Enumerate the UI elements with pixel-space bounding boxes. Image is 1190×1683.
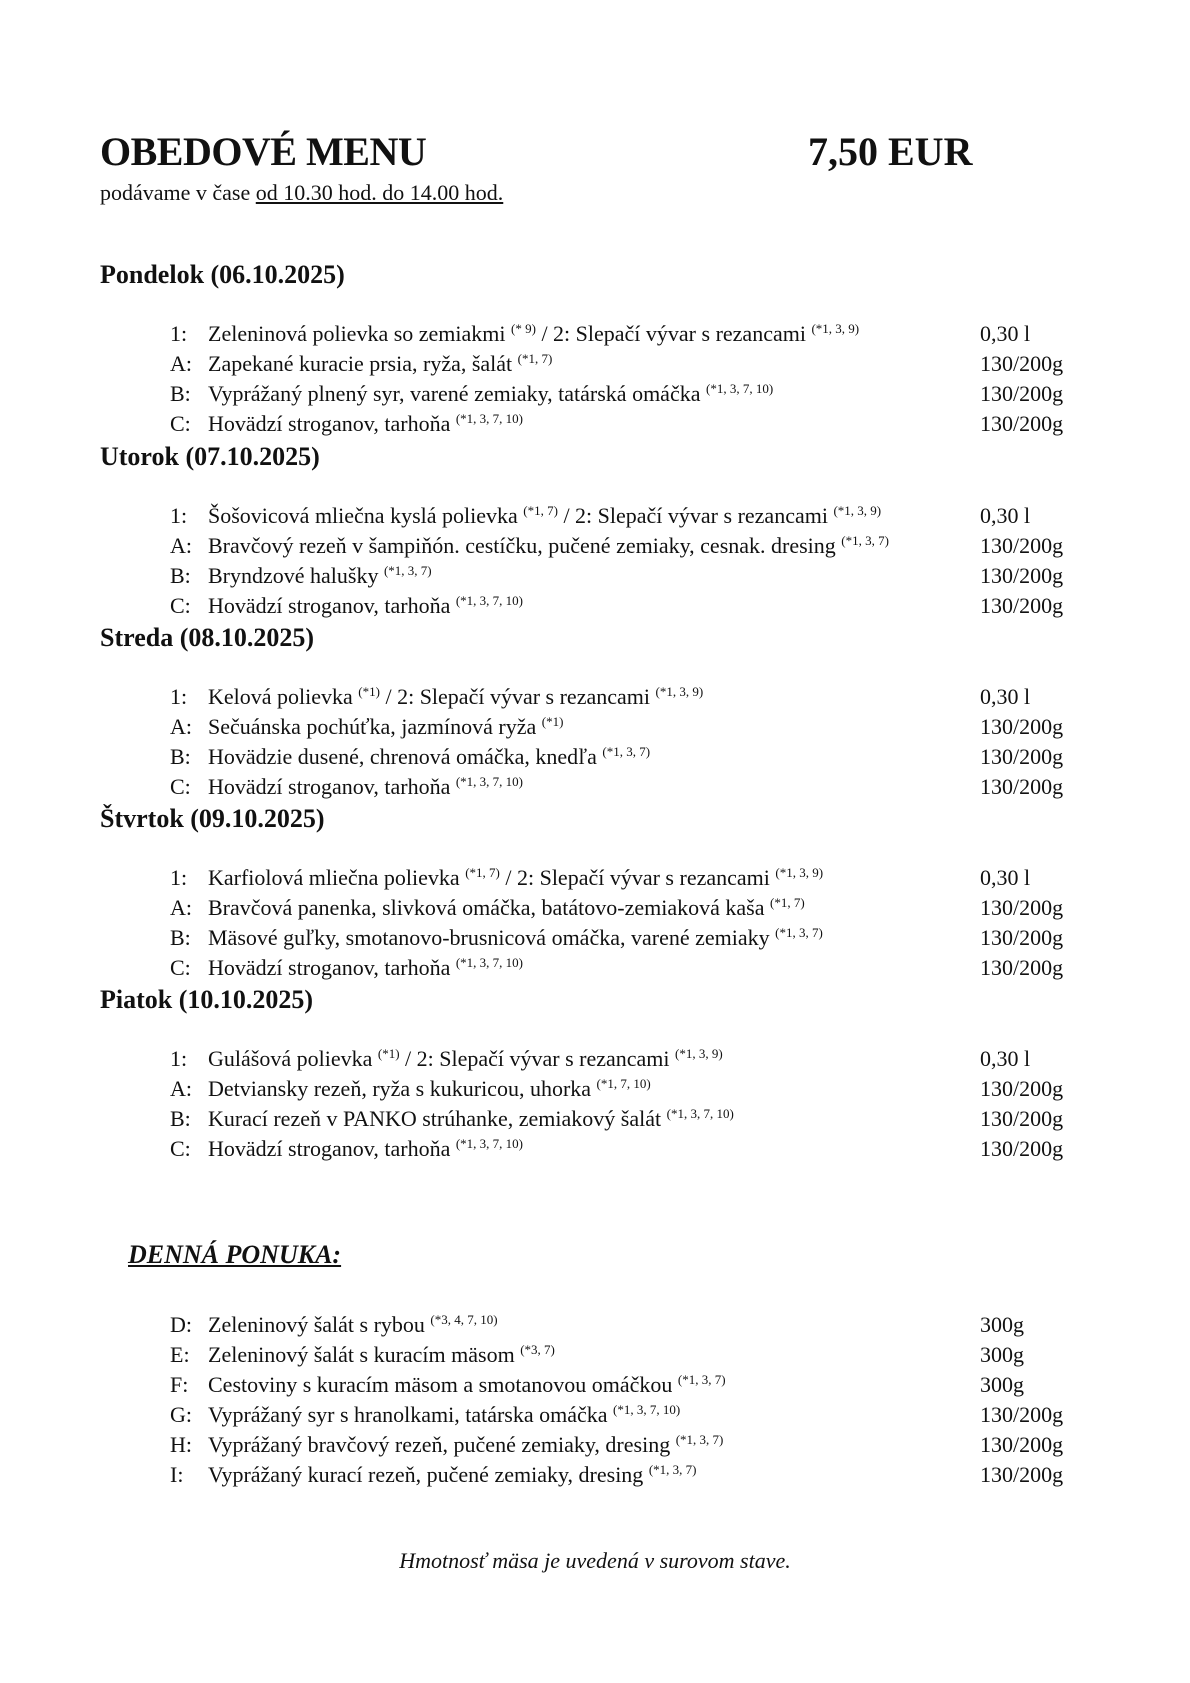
menu-item	[100, 409, 1090, 439]
allergens: (*1, 3, 7, 10)	[455, 1136, 524, 1151]
day-title: Utorok (07.10.2025)	[100, 442, 320, 471]
menu-item-label: E:	[170, 1342, 190, 1367]
menu-item-text	[208, 1400, 680, 1430]
menu-item-text	[208, 1310, 498, 1340]
menu-item	[100, 893, 1090, 923]
menu-item-label: B:	[170, 744, 191, 769]
allergens: (*1, 3, 7)	[383, 563, 432, 578]
dish-name-alt: / 2: Slepačí vývar s rezancami	[557, 503, 828, 528]
portion-size: 130/200g	[980, 714, 1064, 739]
menu-item-label: G:	[170, 1402, 192, 1427]
menu-item-label: H:	[170, 1432, 192, 1457]
day-title: Štvrtok (09.10.2025)	[100, 804, 325, 833]
menu-item-text	[208, 1340, 555, 1370]
menu-item-text	[208, 531, 889, 561]
menu-item-text	[208, 591, 523, 621]
dish-name: Zeleninový šalát s kuracím mäsom	[208, 1342, 515, 1367]
menu-item-label: C:	[170, 774, 191, 799]
menu-item-text	[208, 953, 523, 983]
menu-item-text	[208, 923, 823, 953]
menu-item-label: B:	[170, 381, 191, 406]
serving-hours-range: od 10.30 hod. do 14.00 hod.	[255, 180, 504, 205]
menu-item	[100, 531, 1090, 561]
day-section	[100, 799, 1090, 983]
day-items	[100, 319, 1090, 439]
portion-size: 130/200g	[980, 593, 1064, 618]
day-items	[100, 501, 1090, 621]
menu-item-label: B:	[170, 1106, 191, 1131]
day-items	[100, 863, 1090, 983]
day-title: Piatok (10.10.2025)	[100, 985, 314, 1014]
menu-item-label: 1:	[170, 865, 188, 890]
menu-item-text	[208, 772, 523, 802]
serving-hours	[100, 180, 503, 206]
menu-item-label: B:	[170, 925, 191, 950]
menu-item	[100, 1044, 1090, 1074]
menu-item	[100, 1370, 1090, 1400]
menu-item-text	[208, 1460, 696, 1490]
day-section	[100, 437, 1090, 621]
allergens: (*1)	[377, 1046, 400, 1061]
dish-name: Vyprážaný plnený syr, varené zemiaky, tatárská omáčka	[208, 381, 701, 406]
portion-size: 130/200g	[980, 774, 1064, 799]
menu-item	[100, 953, 1090, 983]
allergens: (*1, 3, 7, 10)	[455, 955, 524, 970]
allergens-alt: (*1, 3, 9)	[811, 321, 860, 336]
menu-item-text	[208, 379, 773, 409]
menu-item	[100, 682, 1090, 712]
allergens: (*1, 3, 7, 10)	[613, 1402, 681, 1417]
menu-item-label: 1:	[170, 503, 188, 528]
portion-size: 130/200g	[980, 1402, 1064, 1427]
allergens: (*1, 3, 7)	[677, 1372, 726, 1387]
allergens-alt: (*1, 3, 9)	[655, 684, 704, 699]
dish-name: Hovädzí stroganov, tarhoňa	[208, 955, 451, 980]
dish-name: Zeleninový šalát s rybou	[208, 1312, 425, 1337]
menu-item	[100, 349, 1090, 379]
menu-item-text	[208, 1074, 651, 1104]
portion-size: 130/200g	[980, 895, 1064, 920]
dish-name: Kelová polievka	[208, 684, 353, 709]
day-title: Pondelok (06.10.2025)	[100, 260, 345, 289]
dish-name: Hovädzí stroganov, tarhoňa	[208, 774, 451, 799]
menu-item-label: A:	[170, 895, 192, 920]
menu-item-text	[208, 319, 859, 349]
footnote: Hmotnosť mäsa je uvedená v surovom stave.	[399, 1548, 791, 1573]
day-section	[100, 980, 1090, 1164]
day-items	[100, 1044, 1090, 1164]
menu-item	[100, 772, 1090, 802]
allergens: (*1, 7)	[770, 895, 805, 910]
portion-size: 130/200g	[980, 1462, 1064, 1487]
dish-name: Šošovicová mliečna kyslá polievka	[208, 503, 518, 528]
allergens: (*1, 7)	[465, 865, 500, 880]
dish-name: Detviansky rezeň, ryža s kukuricou, uhorka	[208, 1076, 592, 1101]
dish-name: Zeleninová polievka so zemiakmi	[208, 321, 506, 346]
menu-item-text	[208, 561, 432, 591]
menu-item-label: 1:	[170, 684, 188, 709]
allergens: (*1, 3, 7)	[675, 1432, 724, 1447]
menu-item-text	[208, 409, 523, 439]
portion-size: 130/200g	[980, 1076, 1064, 1101]
day-section	[100, 255, 1090, 439]
menu-item-label: A:	[170, 533, 192, 558]
dish-name: Mäsové guľky, smotanovo-brusnicová omáčka, varené zemiaky	[208, 925, 770, 950]
menu-item	[100, 319, 1090, 349]
allergens: (* 9)	[511, 321, 536, 336]
menu-item-label: C:	[170, 1136, 191, 1161]
dish-name: Bravčová panenka, slivková omáčka, batátovo-zemiaková kaša	[208, 895, 765, 920]
menu-item	[100, 923, 1090, 953]
day-title: Streda (08.10.2025)	[100, 623, 315, 652]
menu-item-label: D:	[170, 1312, 192, 1337]
menu-item-text	[208, 863, 823, 893]
daily-offer-title: DENNÁ PONUKA:	[128, 1240, 342, 1269]
menu-item	[100, 1310, 1090, 1340]
portion-size: 130/200g	[980, 351, 1064, 376]
dish-name-alt: / 2: Slepačí vývar s rezancami	[379, 684, 650, 709]
day-items	[100, 682, 1090, 802]
portion-size: 0,30 l	[980, 1046, 1031, 1071]
menu-title: OBEDOVÉ MENU	[100, 129, 427, 174]
allergens: (*1, 3, 7, 10)	[455, 774, 524, 789]
allergens-alt: (*1, 3, 9)	[833, 503, 882, 518]
allergens: (*1, 7)	[517, 351, 553, 366]
menu-item-text	[208, 893, 805, 923]
dish-name-alt: / 2: Slepačí vývar s rezancami	[399, 1046, 670, 1071]
portion-size: 130/200g	[980, 411, 1064, 436]
menu-item	[100, 561, 1090, 591]
portion-size: 300g	[980, 1342, 1024, 1367]
portion-size: 0,30 l	[980, 503, 1031, 528]
menu-item-label: A:	[170, 351, 192, 376]
day-section	[100, 618, 1090, 802]
menu-item-label: 1:	[170, 1046, 188, 1071]
menu-item	[100, 1104, 1090, 1134]
dish-name-alt: / 2: Slepačí vývar s rezancami	[535, 321, 806, 346]
allergens-alt: (*1, 3, 9)	[775, 865, 824, 880]
dish-name: Karfiolová mliečna polievka	[208, 865, 460, 890]
menu-item	[100, 1430, 1090, 1460]
menu-item-label: B:	[170, 563, 191, 588]
portion-size: 0,30 l	[980, 865, 1031, 890]
portion-size: 130/200g	[980, 1136, 1064, 1161]
dish-name: Cestoviny s kuracím mäsom a smotanovou omáčkou	[208, 1372, 673, 1397]
dish-name: Vyprážaný kurací rezeň, pučené zemiaky, dresing	[208, 1462, 644, 1487]
dish-name: Vyprážaný syr s hranolkami, tatárska omáčka	[208, 1402, 608, 1427]
allergens: (*1, 3, 7, 10)	[455, 411, 524, 426]
allergens: (*1, 3, 7, 10)	[455, 593, 524, 608]
menu-item-label: A:	[170, 714, 192, 739]
allergens: (*1)	[541, 714, 564, 729]
menu-item-label: C:	[170, 955, 191, 980]
menu-item-text	[208, 682, 703, 712]
allergens: (*1, 3, 7)	[775, 925, 823, 940]
dish-name: Zapekané kuracie prsia, ryža, šalát	[208, 351, 513, 376]
portion-size: 130/200g	[980, 1106, 1064, 1131]
menu-item	[100, 379, 1090, 409]
allergens: (*1, 3, 7, 10)	[705, 381, 774, 396]
menu-item-text	[208, 1134, 523, 1164]
menu-item	[100, 1074, 1090, 1104]
menu-item-label: C:	[170, 593, 191, 618]
dish-name: Hovädzí stroganov, tarhoňa	[208, 1136, 451, 1161]
portion-size: 130/200g	[980, 533, 1064, 558]
menu-item-text	[208, 742, 650, 772]
menu-item	[100, 712, 1090, 742]
portion-size: 130/200g	[980, 381, 1064, 406]
portion-size: 130/200g	[980, 925, 1064, 950]
menu-item	[100, 863, 1090, 893]
portion-size: 130/200g	[980, 563, 1064, 588]
menu-item	[100, 742, 1090, 772]
dish-name: Bryndzové halušky	[208, 563, 379, 588]
menu-item-text	[208, 712, 563, 742]
portion-size: 130/200g	[980, 744, 1064, 769]
dish-name: Vyprážaný bravčový rezeň, pučené zemiaky, dresing	[208, 1432, 671, 1457]
dish-name: Hovädzí stroganov, tarhoňa	[208, 593, 451, 618]
serving-hours-prefix: podávame v čase	[100, 180, 256, 205]
menu-item-label: 1:	[170, 321, 188, 346]
allergens: (*1, 3, 7, 10)	[666, 1106, 734, 1121]
menu-item	[100, 591, 1090, 621]
menu-item	[100, 501, 1090, 531]
portion-size: 0,30 l	[980, 684, 1031, 709]
menu-item	[100, 1460, 1090, 1490]
allergens-alt: (*1, 3, 9)	[675, 1046, 723, 1061]
dish-name: Sečuánska pochúťka, jazmínová ryža	[208, 714, 537, 739]
menu-item-label: I:	[170, 1462, 184, 1487]
allergens: (*1, 3, 7)	[602, 744, 651, 759]
menu-item-text	[208, 1044, 723, 1074]
portion-size: 130/200g	[980, 1432, 1064, 1457]
daily-offer-list	[100, 1310, 1090, 1490]
portion-size: 300g	[980, 1312, 1024, 1337]
menu-item-label: F:	[170, 1372, 189, 1397]
menu-item-text	[208, 1370, 726, 1400]
portion-size: 130/200g	[980, 955, 1064, 980]
portion-size: 0,30 l	[980, 321, 1031, 346]
menu-item	[100, 1340, 1090, 1370]
menu-price: 7,50 EUR	[808, 129, 973, 174]
menu-item-text	[208, 1104, 734, 1134]
menu-item	[100, 1400, 1090, 1430]
menu-item-text	[208, 349, 552, 379]
allergens: (*3, 7)	[520, 1342, 555, 1357]
menu-item-text	[208, 1430, 723, 1460]
menu-item-label: A:	[170, 1076, 192, 1101]
dish-name-alt: / 2: Slepačí vývar s rezancami	[499, 865, 770, 890]
allergens: (*1, 3, 7)	[841, 533, 889, 548]
allergens: (*1, 7, 10)	[596, 1076, 651, 1091]
menu-item-text	[208, 501, 881, 531]
allergens: (*3, 4, 7, 10)	[430, 1312, 498, 1327]
menu-item-label: C:	[170, 411, 191, 436]
menu-item	[100, 1134, 1090, 1164]
dish-name: Gulášová polievka	[208, 1046, 373, 1071]
allergens: (*1, 3, 7)	[648, 1462, 697, 1477]
dish-name: Hovädzie dusené, chrenová omáčka, knedľa	[208, 744, 597, 769]
allergens: (*1, 7)	[523, 503, 558, 518]
dish-name: Hovädzí stroganov, tarhoňa	[208, 411, 451, 436]
allergens: (*1)	[358, 684, 380, 699]
dish-name: Bravčový rezeň v šampiňón. cestíčku, pučené zemiaky, cesnak. dresing	[208, 533, 836, 558]
portion-size: 300g	[980, 1372, 1024, 1397]
dish-name: Kurací rezeň v PANKO strúhanke, zemiakový šalát	[208, 1106, 662, 1131]
